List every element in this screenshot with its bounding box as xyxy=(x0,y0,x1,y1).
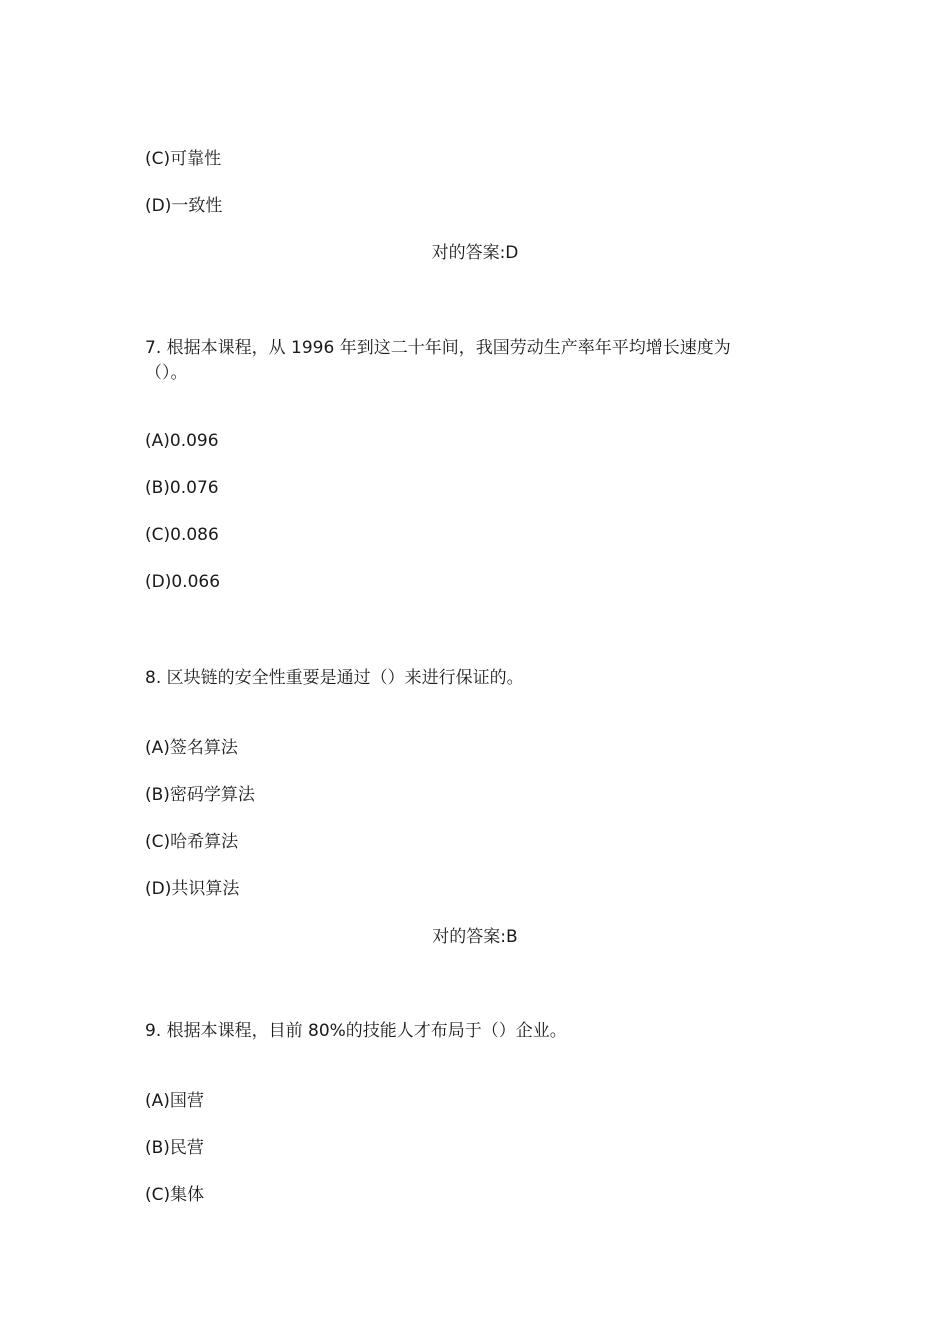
q8-text: 8. 区块链的安全性重要是通过（）来进行保证的。 xyxy=(145,668,524,688)
q7-option-b: (B)0.076 xyxy=(145,478,219,498)
prev-option-c: (C)可靠性 xyxy=(145,149,222,169)
q9-option-a: (A)国营 xyxy=(145,1091,204,1111)
q8-option-c: (C)哈希算法 xyxy=(145,832,239,852)
q7-option-d: (D)0.066 xyxy=(145,572,221,592)
q9-option-b: (B)民营 xyxy=(145,1138,204,1158)
q9-option-c: (C)集体 xyxy=(145,1185,205,1205)
q7-text-line2: （）。 xyxy=(145,363,188,383)
q8-option-d: (D)共识算法 xyxy=(145,879,240,899)
prev-answer: 对的答案:D xyxy=(431,243,519,263)
q8-option-b: (B)密码学算法 xyxy=(145,785,255,805)
q7-option-c: (C)0.086 xyxy=(145,525,219,545)
q7-option-a: (A)0.096 xyxy=(145,431,219,451)
prev-option-d: (D)一致性 xyxy=(145,196,223,216)
q9-text: 9. 根据本课程，目前 80%的技能人才布局于（）企业。 xyxy=(145,1021,567,1041)
q8-option-a: (A)签名算法 xyxy=(145,738,238,758)
q8-answer: 对的答案:B xyxy=(432,927,518,947)
q7-text-line1: 7. 根据本课程，从 1996 年到这二十年间，我国劳动生产率年平均增长速度为 xyxy=(145,338,731,358)
